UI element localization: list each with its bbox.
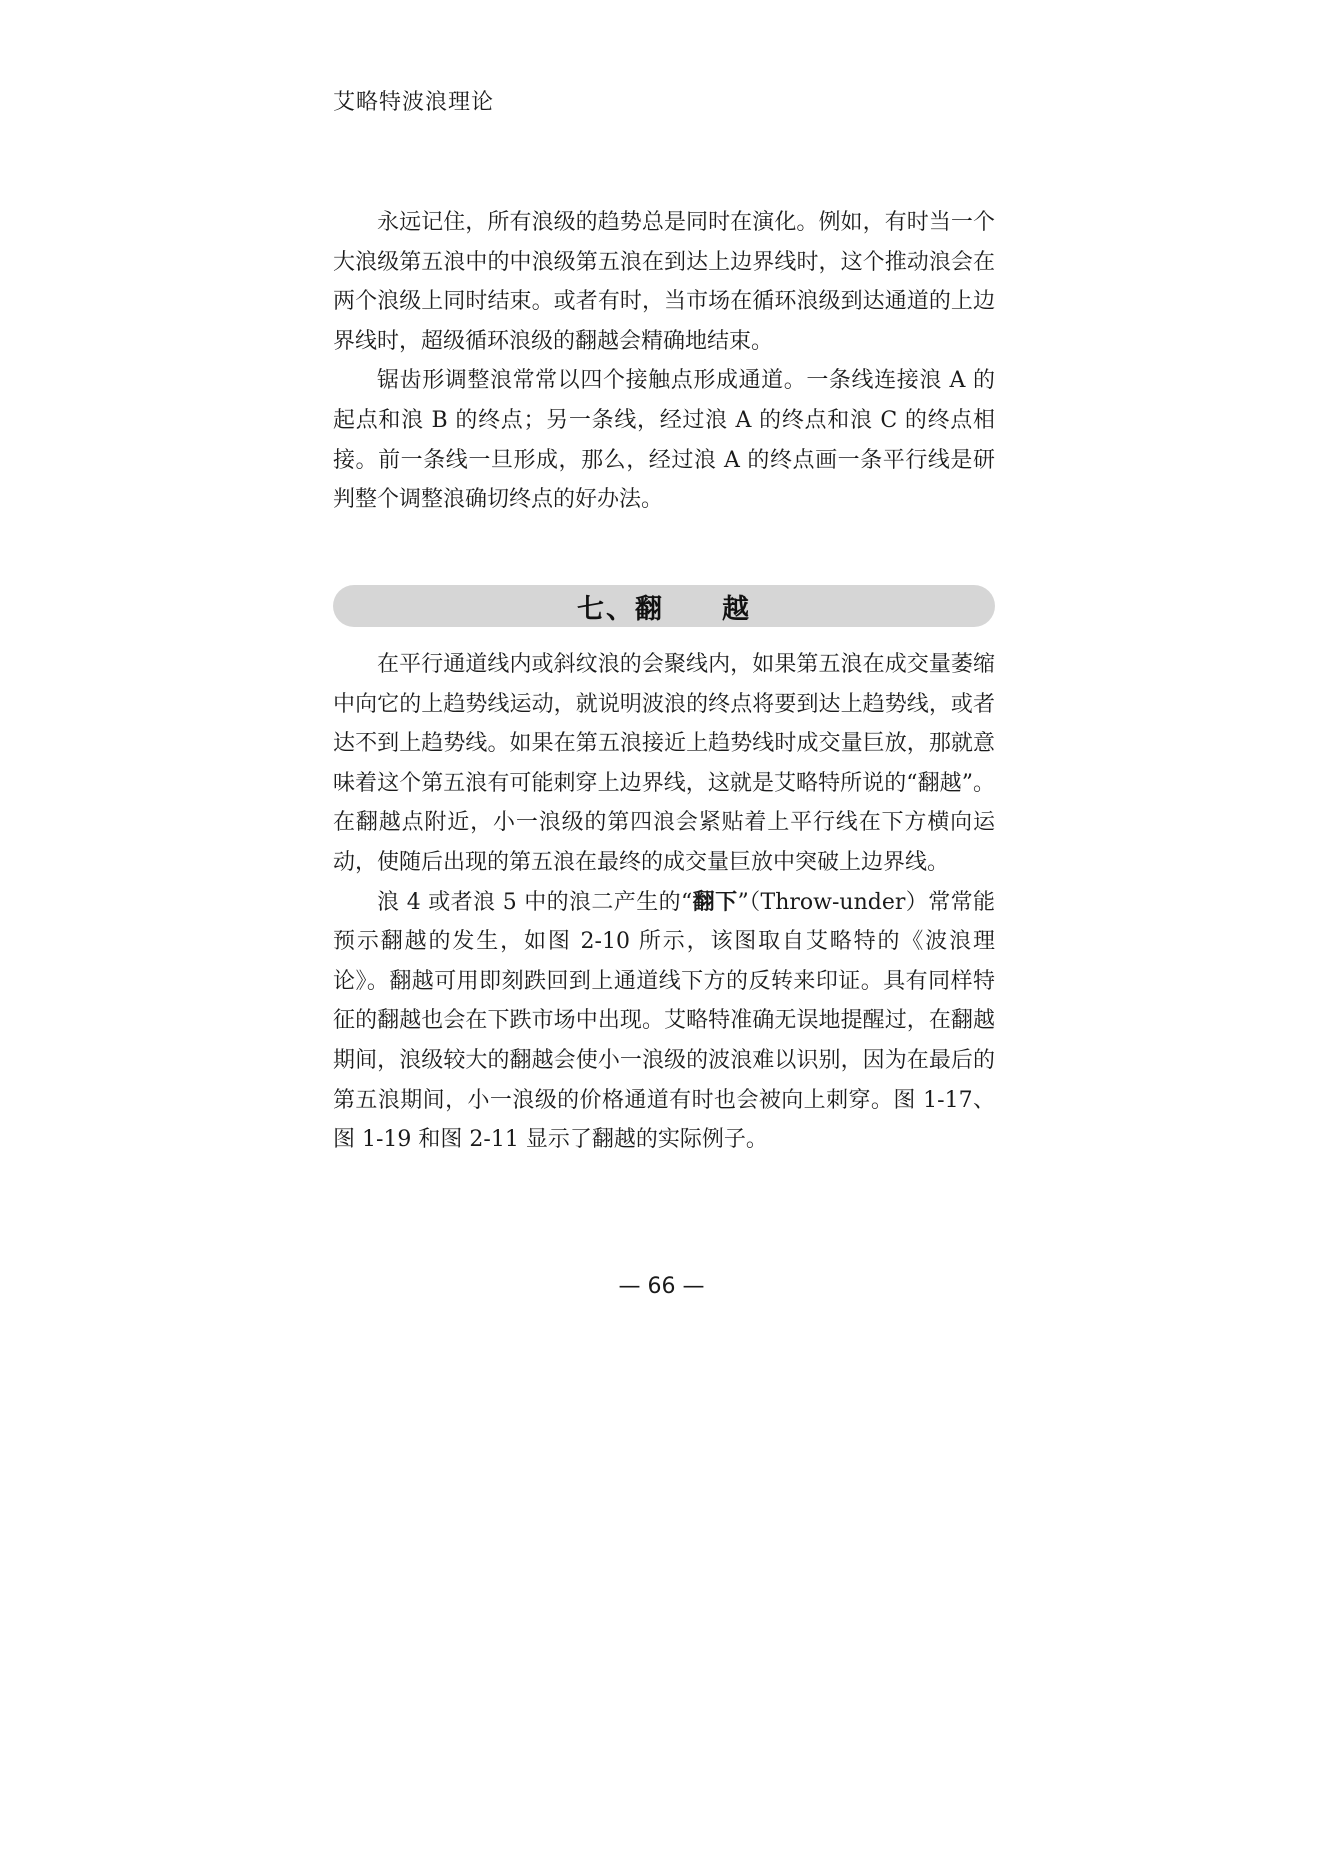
paragraph-throw-under [333, 883, 995, 1160]
running-head-title: 艾略特波浪理论 [333, 90, 495, 115]
throw-under-text-before: 浪 4 或者浪 5 中的浪二产生的“ [377, 889, 693, 915]
throwover-text-block [333, 645, 995, 1160]
paragraph-throwover-volume: 在平行通道线内或斜纹浪的会聚线内，如果第五浪在成交量萎缩中向它的上趋势线运动，就说明波浪的终点将要到达上趋势线，或者达不到上趋势线。如果在第五浪接近上趋势线时成交量巨放，那就意味着这个第五浪有可能刺穿上边界线，这就是艾略特所说的“翻越”。在翻越点附近，小一浪级的第四浪会紧贴着上平行线在下方横向运动，使随后出现的第五浪在最终的成交量巨放中突破上边界线。 [333, 652, 995, 875]
section-heading-bar [333, 585, 995, 627]
paragraph-zigzag-channel: 锯齿形调整浪常常以四个接触点形成通道。一条线连接浪 A 的起点和浪 B 的终点；另一条线，经过浪 A 的终点和浪 C 的终点相接。前一条线一旦形成，那么，经过浪 A 的终点画一条平行线是研判整个调整浪确切终点的好办法。 [333, 368, 995, 513]
section-heading: 七、翻 越 [577, 593, 751, 625]
paragraph-wave-degree-trends: 永远记住，所有浪级的趋势总是同时在演化。例如，有时当一个大浪级第五浪中的中浪级第五浪在到达上边界线时，这个推动浪会在两个浪级上同时结束。或者有时，当市场在循环浪级到达通道的上边界线时，超级循环浪级的翻越会精确地结束。 [333, 210, 995, 354]
page-number: — 66 — [618, 1274, 705, 1299]
throw-under-text-after: ”（Throw-under）常常能预示翻越的发生，如图 2-10 所示，该图取自艾略特的《波浪理论》。翻越可用即刻跌回到上通道线下方的反转来印证。具有同样特征的翻越也会在下跌市场中出现。艾略特准确无误地提醒过，在翻越期间，浪级较大的翻越会使小一浪级的波浪难以识别，因为在最后的第五浪期间，小一浪级的价格通道有时也会被向上刺穿。图 1-17、图 1-19 和图 2-11 显示了翻越的实际例子。 [333, 889, 995, 1153]
intro-text-block [333, 203, 995, 520]
throw-under-term: 翻下 [692, 889, 738, 915]
